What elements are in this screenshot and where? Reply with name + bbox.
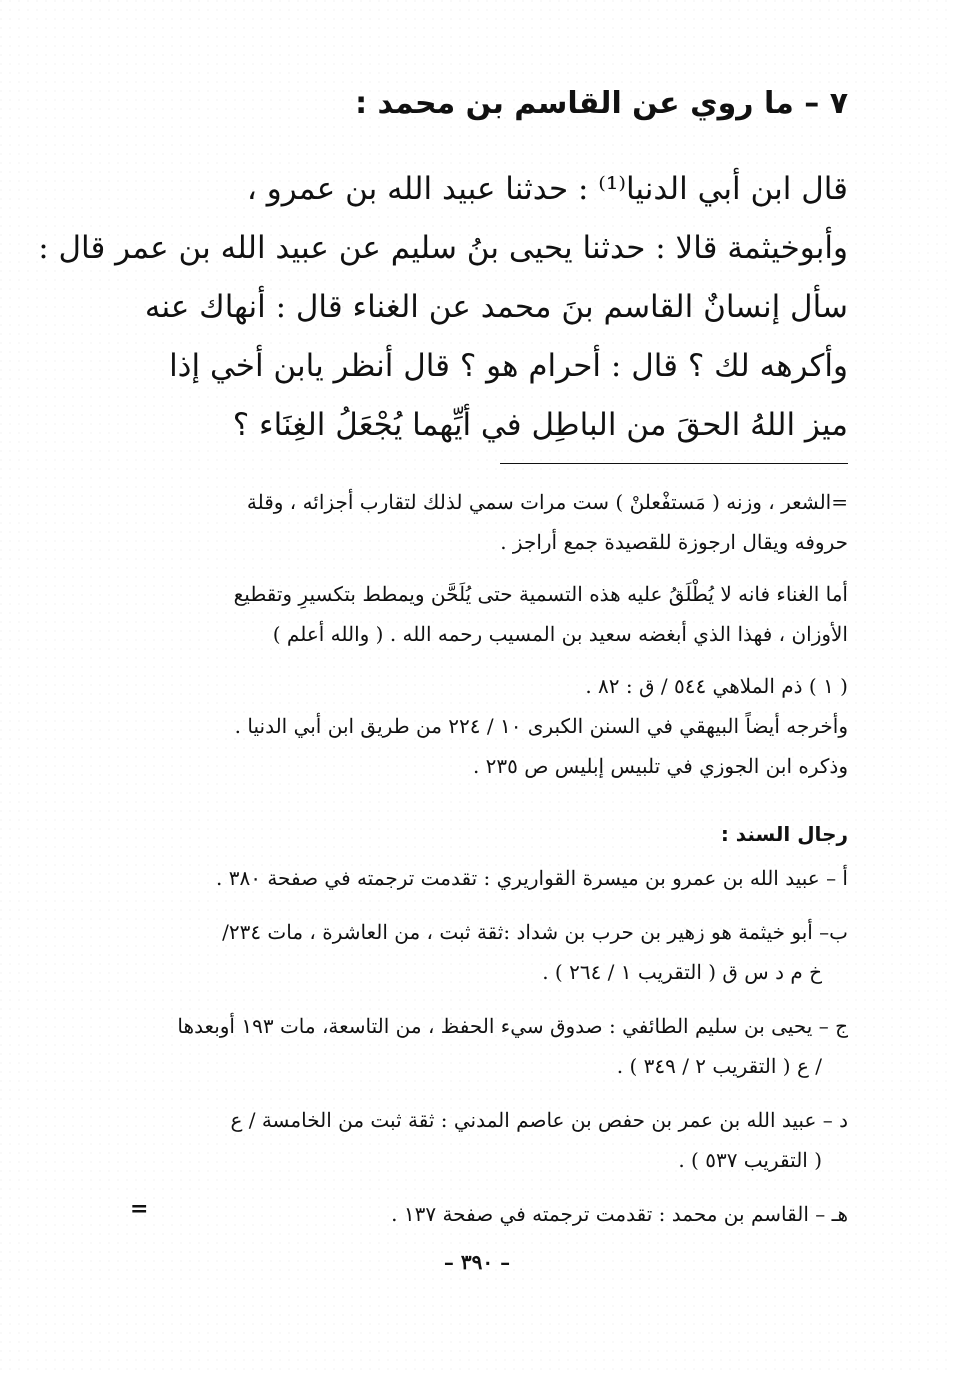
main-text: [38, 160, 848, 455]
footnote-line: الأوزان ، فهذا الذي أبغضه سعيد بن المسيب رحمه الله . ( والله أعلم ): [272, 622, 848, 646]
footnote-line: وذكره ابن الجوزي في تلبيس إبليس ص ٢٣٥ .: [472, 754, 848, 778]
narrator-line: أ – عبيد الله بن عمرو بن ميسرة القواريري : تقدمت ترجمته في صفحة ٣٨٠ .: [216, 866, 848, 890]
footnote-line: أما الغناء فانه لا يُطْلَقُ عليه هذه التسمية حتى يُلَحَّن ويمطط بتكسيرِ وتقطيع: [233, 582, 848, 606]
narrator-item: [120, 1194, 848, 1234]
footnote-line: حروفه ويقال ارجوزة للقصيدة جمع أراجز .: [500, 530, 848, 554]
main-line: وأكرهه لك ؟ قال : أحرام هو ؟ قال أنظر يابن أخي إذا: [169, 348, 848, 384]
page-content: [38, 82, 848, 1248]
main-line: وأبوخيثمة قالا : حدثنا يحيى بنُ سليم عن عبيد الله بن عمر قال :: [38, 230, 848, 266]
footnote-paragraph: [120, 574, 848, 654]
narrator-line: ( التقريب ٥٣٧ ) .: [678, 1148, 822, 1172]
footnote-continuation: [120, 482, 848, 562]
continuation-mark: =: [130, 1196, 149, 1222]
narrator-item: [120, 858, 848, 898]
narrator-line: / ع ( التقريب ٢ / ٣٤٩ ) .: [616, 1054, 822, 1078]
narrator-line: ج – يحيى بن سليم الطائفي : صدوق سيء الحفظ ، من التاسعة، مات ١٩٣ أوبعدها: [177, 1014, 848, 1038]
narrator-line: خ م د س ق ( التقريب ١ / ٢٦٤ ) .: [542, 960, 822, 984]
footnote-line: وأخرجه أيضاً البيهقي في السنن الكبرى ١٠ / ٢٢٤ من طريق ابن أبي الدنيا .: [234, 714, 848, 738]
main-line: سأل إنسانٌ القاسم بنَ محمد عن الغناء قال : أنهاك عنه: [144, 289, 848, 325]
page-number: – ٣٩٠ –: [443, 1250, 511, 1274]
section-heading: ٧ – ما روي عن القاسم بن محمد :: [355, 86, 848, 121]
narrator-item: [120, 1006, 848, 1086]
narrators-heading: رجال السند :: [720, 822, 848, 846]
narrator-line: د – عبيد الله بن عمر بن حفص بن عاصم المدني : ثقة ثبت من الخامسة / ع: [230, 1108, 848, 1132]
footnote-separator: [500, 463, 848, 464]
narrator-item: [120, 1100, 848, 1180]
main-line: ميز اللهُ الحقَ من الباطِل في أيِّهما يُجْعَلُ الغِنَاء ؟: [232, 407, 848, 443]
footnote-line: =الشعر ، وزنه ( مَستفْعلنْ ) ست مرات سمي لذلك لتقارب أجزائه ، وقلة: [246, 490, 848, 514]
main-line: قال ابن أبي الدنيا⁽¹⁾ : حدثنا عبيد الله بن عمرو ،: [246, 171, 848, 207]
narrator-line: هـ – القاسم بن محمد : تقدمت ترجمته في صفحة ١٣٧ .: [391, 1202, 848, 1226]
narrator-line: ب– أبو خيثمة هو زهير بن حرب بن شداد :ثقة ثبت ، من العاشرة ، مات ٢٣٤/: [222, 920, 848, 944]
footnote-line: ( ١ ) ذم الملاهي ٥٤٤ / ق : ٨٢ .: [585, 674, 848, 698]
footnote-1: [120, 666, 848, 786]
narrator-item: [120, 912, 848, 992]
